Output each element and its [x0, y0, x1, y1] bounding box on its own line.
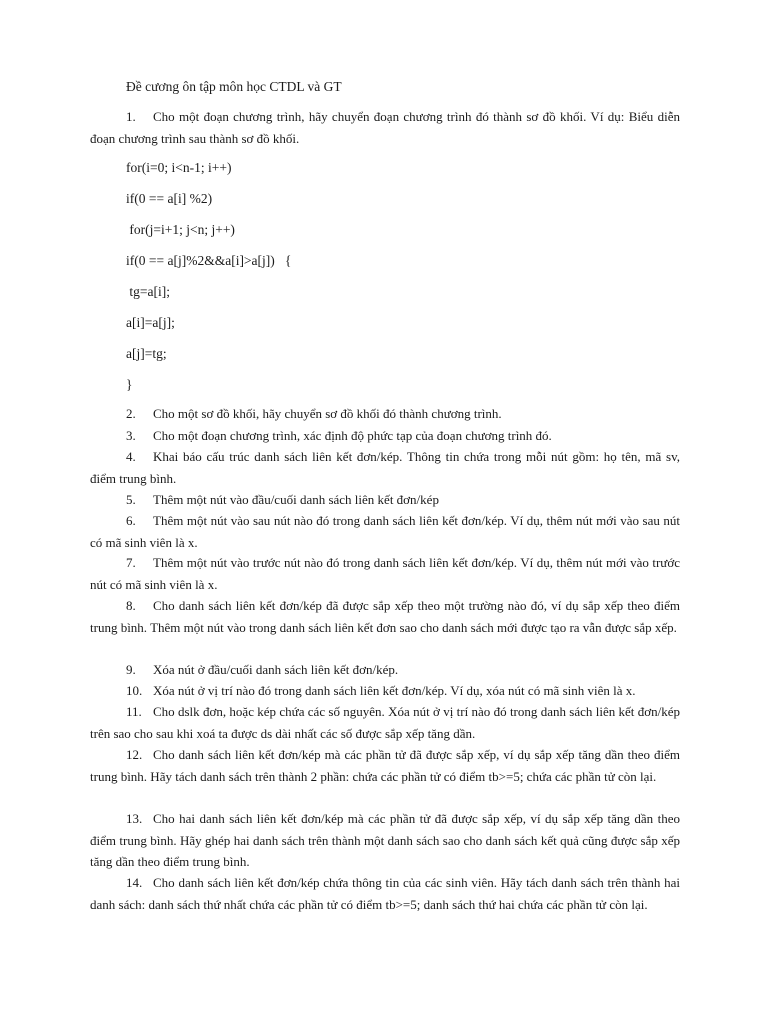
item-text: Cho một đoạn chương trình, xác định độ phức tạp của đoạn chương trình đó.	[153, 428, 552, 443]
item-number: 5.	[126, 492, 136, 507]
list-item	[90, 446, 680, 489]
document-title: Đề cương ôn tập môn học CTDL và GT	[126, 79, 342, 94]
item-text: Thêm một nút vào sau nút nào đó trong danh sách liên kết đơn/kép. Ví dụ, thêm nút mới vào sau nút có mã sinh viên là x.	[90, 513, 680, 550]
item-number: 9.	[126, 662, 136, 677]
list-item	[90, 489, 680, 511]
item-text: Cho danh sách liên kết đơn/kép chứa thông tin của các sinh viên. Hãy tách danh sách trên thành hai danh sách: danh sách thứ nhất chứa các phần tử có điểm tb>=5; danh sách thứ hai chứa các phần tử còn lại.	[90, 875, 680, 912]
item-text: Thêm một nút vào đầu/cuối danh sách liên kết đơn/kép	[153, 492, 439, 507]
list-item	[90, 659, 680, 681]
item-number: 10.	[126, 683, 143, 698]
item-number: 8.	[126, 598, 136, 613]
item-number: 14.	[126, 875, 143, 890]
item-number: 12.	[126, 747, 143, 762]
list-item	[90, 701, 680, 744]
code-line: a[i]=a[j];	[126, 315, 175, 330]
item-text: Xóa nút ở đầu/cuối danh sách liên kết đơn/kép.	[153, 662, 399, 677]
item-number: 6.	[126, 513, 136, 528]
item-text: Khai báo cấu trúc danh sách liên kết đơn/kép. Thông tin chứa trong mỗi nút gồm: họ tên, mã sv, điểm trung bình.	[90, 449, 680, 486]
item-text: Cho danh sách liên kết đơn/kép mà các phần tử đã được sắp xếp, ví dụ sắp xếp tăng dần theo điểm trung bình. Hãy tách danh sách trên thành 2 phần: chứa các phần tử có điểm tb>=5; chứa các phần tử còn lại.	[90, 747, 680, 784]
item-number: 11.	[126, 704, 142, 719]
list-item	[90, 425, 680, 447]
item-text: Cho danh sách liên kết đơn/kép đã được sắp xếp theo một trường nào đó, ví dụ sắp xếp theo điểm trung bình. Thêm một nút vào trong danh sách liên kết đơn sao cho danh sách mới được tạo ra vẫn được sắp xếp.	[90, 598, 680, 635]
item-text: Cho dslk đơn, hoặc kép chứa các số nguyên. Xóa nút ở vị trí nào đó trong danh sách liên kết đơn/kép trên sao cho sau khi xoá ta được ds dài nhất các số được sắp xếp tăng dần.	[90, 704, 680, 741]
code-line: for(j=i+1; j<n; j++)	[126, 222, 235, 237]
list-item	[90, 552, 680, 595]
list-item	[90, 106, 680, 149]
list-item	[90, 595, 680, 638]
item-number: 2.	[126, 406, 136, 421]
item-text: Thêm một nút vào trước nút nào đó trong danh sách liên kết đơn/kép. Ví dụ, thêm nút mới vào trước nút có mã sinh viên là x.	[90, 555, 680, 592]
list-item	[90, 510, 680, 553]
item-text: Cho một sơ đồ khối, hãy chuyển sơ đồ khối đó thành chương trình.	[153, 406, 502, 421]
list-item	[90, 403, 680, 425]
item-number: 7.	[126, 555, 136, 570]
item-text: Xóa nút ở vị trí nào đó trong danh sách liên kết đơn/kép. Ví dụ, xóa nút có mã sinh viên là x.	[153, 683, 636, 698]
item-text: Cho hai danh sách liên kết đơn/kép mà các phần tử đã được sắp xếp, ví dụ sắp xếp tăng dần theo điểm trung bình. Hãy ghép hai danh sách trên thành một danh sách sao cho danh sách kết quả cũng được sắp xếp tăng dần theo điểm trung bình.	[90, 811, 680, 869]
item-number: 1.	[126, 109, 136, 124]
list-item	[90, 744, 680, 787]
list-item	[90, 808, 680, 873]
code-line: tg=a[i];	[126, 284, 170, 299]
item-number: 4.	[126, 449, 136, 464]
code-line: }	[126, 377, 133, 392]
code-line: a[j]=tg;	[126, 346, 167, 361]
item-number: 13.	[126, 811, 143, 826]
code-line: if(0 == a[i] %2)	[126, 191, 213, 206]
code-line: if(0 == a[j]%2&&a[i]>a[j]) {	[126, 253, 292, 268]
item-number: 3.	[126, 428, 136, 443]
list-item	[90, 872, 680, 915]
code-line: for(i=0; i<n-1; i++)	[126, 160, 232, 175]
item-text: Cho một đoạn chương trình, hãy chuyển đoạn chương trình đó thành sơ đồ khối. Ví dụ: Biểu diễn đoạn chương trình sau thành sơ đồ khối.	[90, 109, 680, 146]
list-item	[90, 680, 680, 702]
